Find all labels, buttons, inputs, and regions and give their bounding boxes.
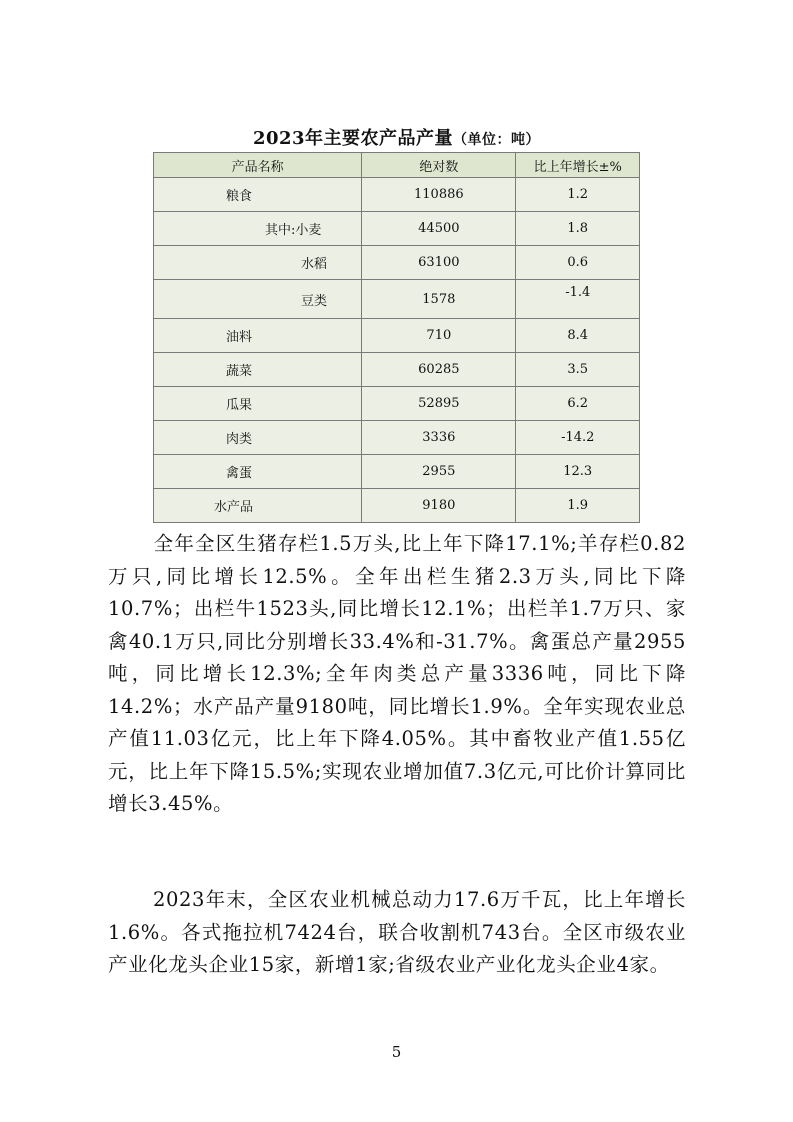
table-unit: （单位：吨）	[453, 132, 541, 148]
row-name: 其中:小麦	[154, 212, 362, 246]
table-header-row	[154, 153, 640, 178]
livestock-paragraph	[108, 528, 686, 821]
table-row	[154, 178, 640, 212]
table-row	[154, 280, 640, 319]
row-value: 2955	[362, 455, 516, 489]
row-value: 110886	[362, 178, 516, 212]
table-row	[154, 212, 640, 246]
header-product-name: 产品名称	[154, 153, 362, 178]
row-name: 瓜果	[154, 387, 362, 421]
table-title-text: 2023年主要农产品产量	[252, 128, 454, 149]
row-growth: -1.4	[516, 280, 640, 319]
table-row	[154, 319, 640, 353]
row-name: 油料	[154, 319, 362, 353]
row-growth: 1.9	[516, 489, 640, 523]
row-value: 710	[362, 319, 516, 353]
row-name: 蔬菜	[154, 353, 362, 387]
row-name: 粮食	[154, 178, 362, 212]
row-value: 9180	[362, 489, 516, 523]
row-growth: 6.2	[516, 387, 640, 421]
row-growth: 3.5	[516, 353, 640, 387]
table-row	[154, 455, 640, 489]
production-table	[153, 152, 640, 523]
row-growth: -14.2	[516, 421, 640, 455]
table-title	[153, 124, 640, 150]
livestock-paragraph-text: 全年全区生猪存栏1.5万头,比上年下降17.1%;羊存栏0.82万只,同比增长12.5%。全年出栏生猪2.3万头,同比下降10.7%；出栏牛1523头,同比增长12.1%；出栏羊1.7万只、家禽40.1万只,同比分别增长33.4%和-31.7%。禽蛋总产量2955吨，同比增长12.3%;全年肉类总产量3336吨，同比下降14.2%；水产品产量9180吨，同比增长1.9%。全年实现农业总产值11.03亿元，比上年下降4.05%。其中畜牧业产值1.55亿元，比上年下降15.5%;实现农业增加值7.3亿元,可比价计算同比增长3.45%。	[108, 532, 686, 815]
row-name: 水产品	[154, 489, 362, 523]
row-value: 52895	[362, 387, 516, 421]
table-row	[154, 353, 640, 387]
row-value: 1578	[362, 280, 516, 319]
machinery-paragraph-text: 2023年末，全区农业机械总动力17.6万千瓦，比上年增长1.6%。各式拖拉机7424台，联合收割机743台。全区市级农业产业化龙头企业15家，新增1家;省级农业产业化龙头企业4家。	[108, 888, 686, 976]
table-row	[154, 246, 640, 280]
row-name: 水稻	[154, 246, 362, 280]
table-row	[154, 489, 640, 523]
header-growth: 比上年增长±%	[516, 153, 640, 178]
machinery-paragraph	[108, 884, 686, 982]
row-name: 肉类	[154, 421, 362, 455]
row-growth: 1.2	[516, 178, 640, 212]
row-value: 3336	[362, 421, 516, 455]
row-value: 63100	[362, 246, 516, 280]
header-absolute-value: 绝对数	[362, 153, 516, 178]
row-name: 禽蛋	[154, 455, 362, 489]
row-name: 豆类	[154, 280, 362, 319]
table-row	[154, 387, 640, 421]
row-value: 44500	[362, 212, 516, 246]
row-growth: 8.4	[516, 319, 640, 353]
row-growth: 0.6	[516, 246, 640, 280]
row-growth: 1.8	[516, 212, 640, 246]
row-growth: 12.3	[516, 455, 640, 489]
page-number: 5	[391, 1043, 402, 1061]
row-value: 60285	[362, 353, 516, 387]
table-row	[154, 421, 640, 455]
